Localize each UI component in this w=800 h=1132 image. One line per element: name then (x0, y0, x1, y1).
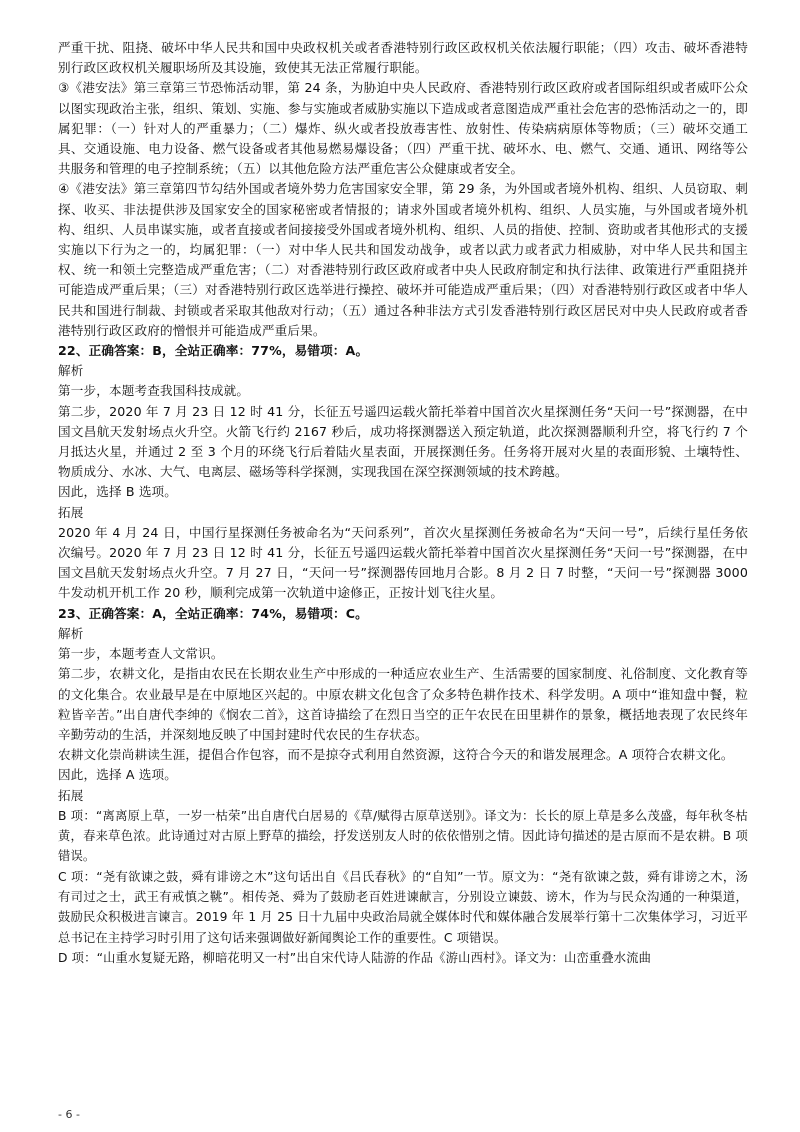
paragraph-h22a: 解析 (58, 363, 84, 379)
paragraph-p1: 严重干扰、阻挠、破坏中华人民共和国中央政权机关或者香港特别行政区政权机关依法履行职能；（四）攻击、破坏香港特别行政区政权机关履职场所及其设施，致使其无法正常履行职能。 (58, 40, 748, 76)
paragraph-s23b: 第二步，农耕文化，是指由农民在长期农业生产中形成的一种适应农业生产、生活需要的国家制度、礼俗制度、文化教育等的文化集合。农业最早是在中原地区兴起的。中原农耕文化包含了众多特色耕作技术、科学发明。A 项中“谁知盘中餐，粒粒皆辛苦。”出自唐代李绅的《悯农二首》，这首诗描绘了在烈日当空的正午农民在田里耕作的景象，概括地表现了农民终年辛勤劳动的生活，并深刻地反映了中国封建时代农民的生存状态。 (58, 666, 748, 742)
paragraph-h23b: 拓展 (58, 787, 84, 803)
paragraph-d23: D 项：“山重水复疑无路，柳暗花明又一村”出自宋代诗人陆游的作品《游山西村》。译文为：山峦重叠水流曲 (58, 950, 652, 965)
paragraph-c23: C 项：“尧有欲谏之鼓，舜有诽谤之木”这句话出自《吕氏春秋》的“自知”一节。原文为：“尧有欲谏之鼓，舜有诽谤之木，汤有司过之士，武王有戒慎之鞉”。相传尧、舜为了鼓励老百姓进谏献言，分别设立谏鼓、谤木，作为与民众沟通的一种渠道，鼓励民众积极进言谏言。2019 年 1 月 25 日十九届中央政治局就全媒体时代和媒体融合发展举行第十二次集体学习，习近平总书记在主持学习时引用了这句话来强调做好新闻舆论工作的重要性。C 项错误。 (58, 869, 748, 945)
paragraph-q23: 23、正确答案：A，全站正确率：74%，易错项：C。 (58, 605, 368, 621)
paragraph-s23d: 因此，选择 A 选项。 (58, 767, 178, 783)
document-body (58, 38, 748, 968)
paragraph-s22b: 第二步，2020 年 7 月 23 日 12 时 41 分，长征五号遥四运载火箭托举着中国首次火星探测任务“天问一号”探测器，在中国文昌航天发射场点火升空。火箭飞行约 2167 秒后，成功将探测器送入预定轨道，此次探测器顺利升空，将飞行约 7 个月抵达火星，并通过 2 至 3 个月的环绕飞行后着陆火星表面，开展探测任务。任务将开展对火星的表面形貌、土壤特性、物质成分、水冰、大气、电离层、磁场等科学探测，实现我国在深空探测领域的技术跨越。 (58, 403, 748, 480)
paragraph-b23: B 项：“离离原上草，一岁一枯荣”出自唐代白居易的《草/赋得古原草送别》。译文为：长长的原上草是多么茂盛，每年秋冬枯黄，春来草色浓。此诗通过对古原上野草的描绘，抒发送别友人时的依依惜别之情。因此诗句描述的是古原而不是农耕。B 项错误。 (58, 808, 748, 864)
paragraph-h23a: 解析 (58, 625, 84, 641)
paragraph-s23a: 第一步，本题考查人文常识。 (58, 646, 224, 662)
paragraph-p2: ③《港安法》第三章第三节恐怖活动罪，第 24 条，为胁迫中央人民政府、香港特别行政区政府或者国际组织或者威吓公众以图实现政治主张，组织、策划、实施、参与实施或者威胁实施以下造成或者意图造成严重社会危害的恐怖活动之一的，即属犯罪：（一）针对人的严重暴力；（二）爆炸、纵火或者投放毒害性、放射性、传染病病原体等物质；（三）破坏交通工具、交通设施、电力设备、燃气设备或者其他易燃易爆设备；（四）严重干扰、破坏水、电、燃气、交通、通讯、网络等公共服务和管理的电子控制系统；（五）以其他危险方法严重危害公众健康或者安全。 (58, 80, 748, 177)
paragraph-s22c: 因此，选择 B 选项。 (58, 484, 178, 500)
page-number: - 6 - (58, 1108, 80, 1121)
paragraph-p3: ④《港安法》第三章第四节勾结外国或者境外势力危害国家安全罪，第 29 条，为外国或者境外机构、组织、人员窃取、刺探、收买、非法提供涉及国家安全的国家秘密或者情报的；请求外国或者境外机构、组织、人员实施，与外国或者境外机构、组织、人员串谋实施，或者直接或者间接接受外国或者境外机构、组织、人员的指使、控制、资助或者其他形式的支援实施以下行为之一的，均属犯罪：（一）对中华人民共和国发动战争，或者以武力或者武力相威胁，对中华人民共和国主权、统一和领土完整造成严重危害；（二）对香港特别行政区政府或者中央人民政府制定和执行法律、政策进行严重阻挠并可能造成严重后果；（三）对香港特别行政区选举进行操控、破坏并可能造成严重后果；（四）对香港特别行政区或者中华人民共和国进行制裁、封锁或者采取其他敌对行动；（五）通过各种非法方式引发香港特别行政区居民对中央人民政府或者香港特别行政区政府的憎恨并可能造成严重后果。 (58, 181, 748, 338)
paragraph-e22: 2020 年 4 月 24 日，中国行星探测任务被命名为“天问系列”，首次火星探测任务被命名为“天问一号”，后续行星任务依次编号。2020 年 7 月 23 日 12 时 41 分，长征五号遥四运载火箭托举着中国首次火星探测任务“天问一号”探测器，在中国文昌航天发射场点火升空。7 月 27 日，“天问一号”探测器传回地月合影。8 月 2 日 7 时整，“天问一号”探测器 3000 牛发动机开机工作 20 秒，顺利完成第一次轨道中途修正，正按计划飞往火星。 (58, 524, 748, 601)
paragraph-h22b: 拓展 (58, 504, 84, 520)
paragraph-q22: 22、正确答案：B，全站正确率：77%，易错项：A。 (58, 343, 369, 359)
paragraph-s22a: 第一步，本题考查我国科技成就。 (58, 383, 250, 399)
paragraph-s23c: 农耕文化崇尚耕读生涯，提倡合作包容，而不是掠夺式利用自然资源，这符合今天的和谐发展理念。A 项符合农耕文化。 (58, 747, 734, 763)
